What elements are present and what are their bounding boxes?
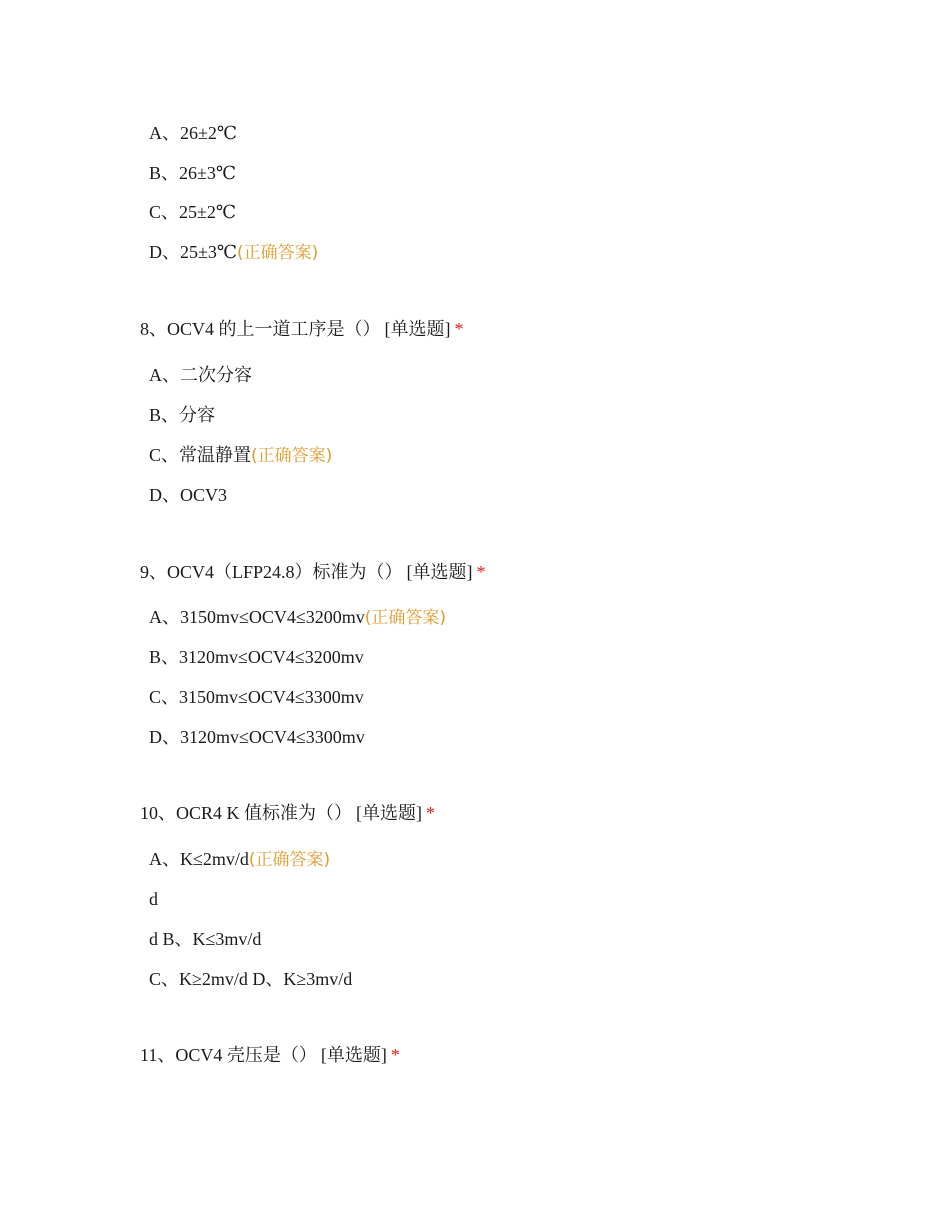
q10-title <box>140 801 435 825</box>
q9-title <box>140 560 486 584</box>
q10-option-a <box>149 847 330 872</box>
q11-type: [单选题] <box>320 1045 387 1065</box>
q9-required-mark: * <box>476 562 486 582</box>
q9-option-b <box>149 645 364 669</box>
q8-option-c-text: C、常温静置 <box>149 445 252 465</box>
q8-required-mark: * <box>454 319 464 339</box>
q8-title <box>140 317 464 341</box>
q8-option-d-text: D、OCV3 <box>149 485 228 505</box>
correct-answer-label: (正确答案) <box>251 446 333 466</box>
q9-option-b-text: B、3120mv≤OCV4≤3200mv <box>149 647 364 667</box>
q7-option-d-text: D、25±3℃ <box>149 242 238 262</box>
q9-title-text: 9、OCV4（LFP24.8）标准为（） <box>140 562 403 582</box>
q11-title-text: 11、OCV4 壳压是（） <box>140 1045 317 1065</box>
q7-option-b-text: B、26±3℃ <box>149 163 237 183</box>
q7-option-d <box>149 240 318 265</box>
q11-required-mark: * <box>390 1045 400 1065</box>
q8-option-b-text: B、分容 <box>149 405 216 425</box>
q10-type: [单选题] <box>356 803 423 823</box>
q7-option-c <box>149 200 236 224</box>
q11-title <box>140 1043 400 1067</box>
q10-title-text: 10、OCR4 K 值标准为（） <box>140 803 353 823</box>
q10-option-line-3 <box>149 927 261 951</box>
q10-option-line-4 <box>149 967 352 991</box>
q9-option-c-text: C、3150mv≤OCV4≤3300mv <box>149 687 364 707</box>
q7-option-b <box>149 161 236 185</box>
q7-option-a-text: A、26±2℃ <box>149 123 238 143</box>
q9-option-d <box>149 725 365 749</box>
q9-option-a-text: A、3150mv≤OCV4≤3200mv <box>149 607 365 627</box>
q8-type: [单选题] <box>384 319 451 339</box>
q8-option-b <box>149 403 215 427</box>
q8-option-a-text: A、二次分容 <box>149 365 252 385</box>
q10-option-line-2-text: d <box>149 889 158 909</box>
q9-option-c <box>149 685 364 709</box>
q10-required-mark: * <box>426 803 436 823</box>
correct-answer-label: (正确答案) <box>364 608 447 628</box>
q8-title-text: 8、OCV4 的上一道工序是（） <box>140 319 381 339</box>
q8-option-d <box>149 483 227 507</box>
q10-option-line-2 <box>149 887 158 911</box>
q10-option-line-4-text: C、K≥2mv/d D、K≥3mv/d <box>149 969 353 989</box>
q7-option-a <box>149 121 237 145</box>
q10-option-line-3-text: d B、K≤3mv/d <box>149 929 262 949</box>
q9-option-d-text: D、3120mv≤OCV4≤3300mv <box>149 727 365 747</box>
q8-option-a <box>149 363 252 387</box>
q9-type: [单选题] <box>406 562 473 582</box>
q9-option-a <box>149 605 446 630</box>
q7-option-c-text: C、25±2℃ <box>149 202 237 222</box>
correct-answer-label: (正确答案) <box>237 243 319 263</box>
q10-option-a-text: A、K≤2mv/d <box>149 849 249 869</box>
q8-option-c <box>149 443 332 468</box>
correct-answer-label: (正确答案) <box>248 850 331 870</box>
